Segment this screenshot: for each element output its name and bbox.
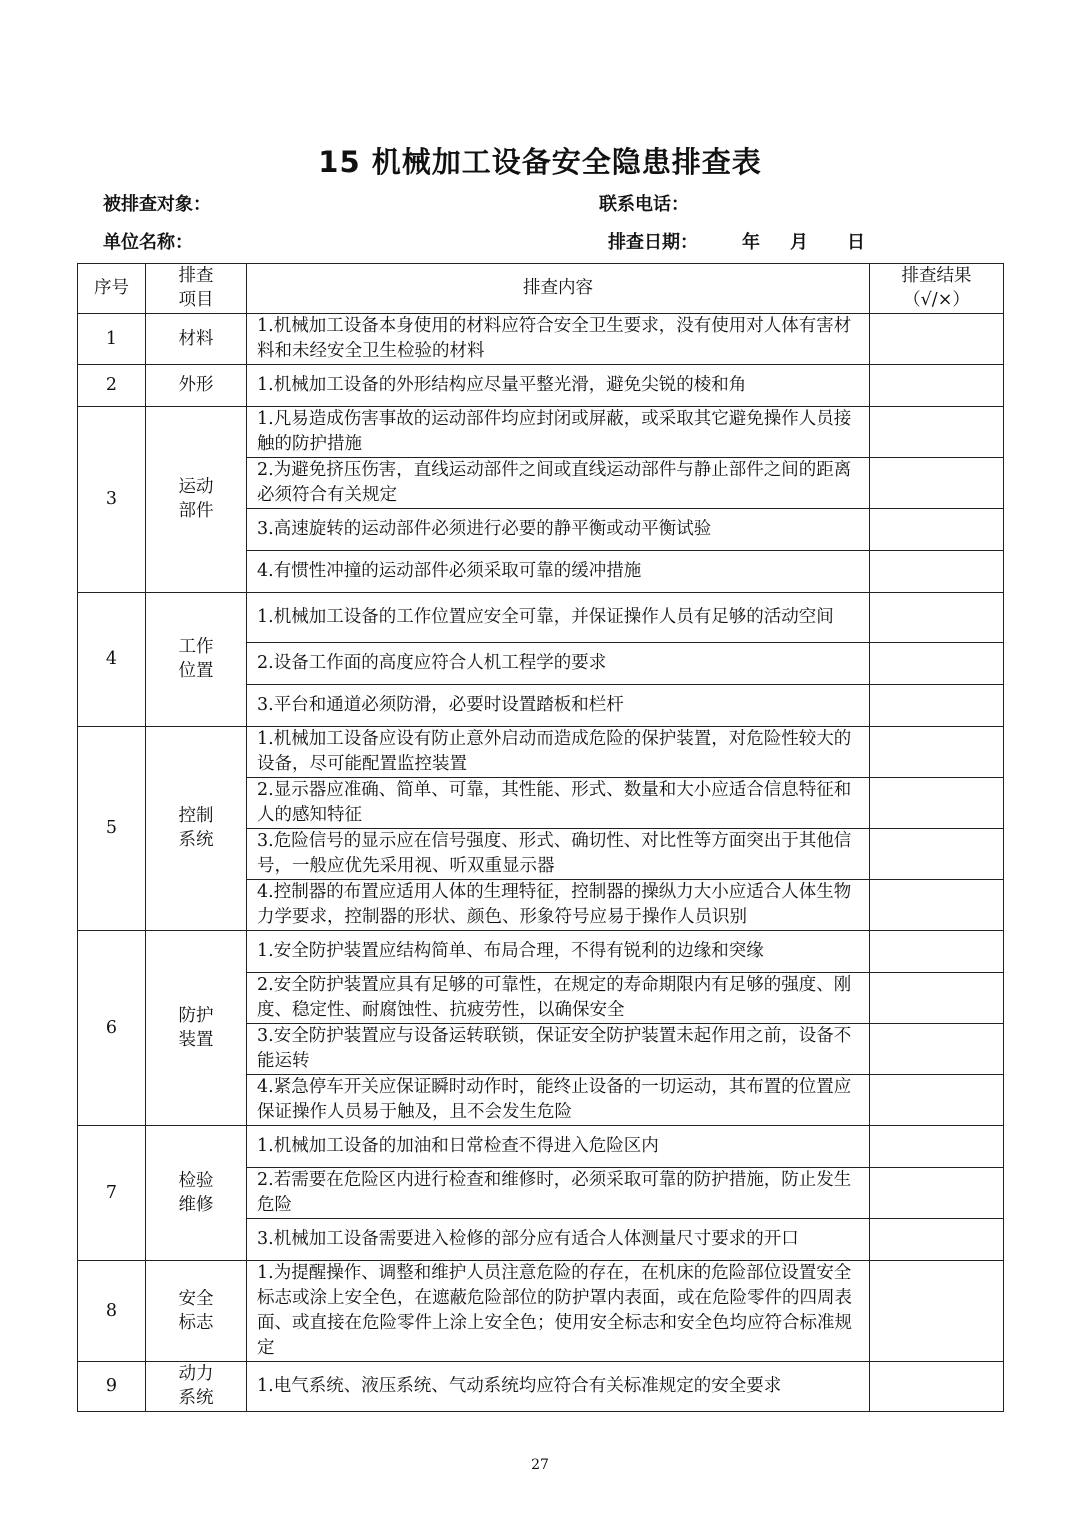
row-item	[146, 727, 247, 931]
result-cell[interactable]	[870, 727, 1004, 778]
result-cell[interactable]	[870, 685, 1004, 727]
row-number: 5	[78, 727, 146, 931]
row-content: 4.控制器的布置应适用人体的生理特征，控制器的操纵力大小应适合人体生物力学要求，控制器的形状、颜色、形象符号应易于操作人员识别	[247, 880, 870, 931]
table-row	[78, 593, 1004, 643]
row-content: 2.安全防护装置应具有足够的可靠性，在规定的寿命期限内有足够的强度、刚度、稳定性、耐腐蚀性、抗疲劳性，以确保安全	[247, 973, 870, 1024]
table-row	[78, 314, 1004, 365]
row-number: 3	[78, 407, 146, 593]
inspection-table	[77, 263, 1004, 1412]
result-cell[interactable]	[870, 778, 1004, 829]
row-content: 2.设备工作面的高度应符合人机工程学的要求	[247, 643, 870, 685]
row-item-line1: 运动	[178, 477, 214, 497]
result-cell[interactable]	[870, 931, 1004, 973]
header-item-line2: 项目	[178, 290, 214, 310]
row-item-line1: 工作	[178, 637, 214, 657]
row-content: 1.机械加工设备的工作位置应安全可靠，并保证操作人员有足够的活动空间	[247, 593, 870, 643]
row-item-line2: 部件	[178, 501, 214, 521]
result-cell[interactable]	[870, 458, 1004, 509]
row-content: 1.安全防护装置应结构简单、布局合理，不得有锐利的边缘和突缘	[247, 931, 870, 973]
result-cell[interactable]	[870, 314, 1004, 365]
row-content: 4.紧急停车开关应保证瞬时动作时，能终止设备的一切运动，其布置的位置应保证操作人员易于触及，且不会发生危险	[247, 1075, 870, 1126]
result-cell[interactable]	[870, 829, 1004, 880]
result-cell[interactable]	[870, 551, 1004, 593]
row-item-line2: 标志	[178, 1312, 214, 1333]
result-cell[interactable]	[870, 1261, 1004, 1362]
row-item-line1: 防护	[178, 1005, 214, 1026]
row-item-line2: 位置	[178, 661, 214, 681]
table-row	[78, 1362, 1004, 1412]
row-number: 7	[78, 1126, 146, 1261]
row-content: 1.机械加工设备应设有防止意外启动而造成危险的保护装置，对危险性较大的设备，尽可能配置监控装置	[247, 727, 870, 778]
row-content: 3.高速旋转的运动部件必须进行必要的静平衡或动平衡试验	[247, 509, 870, 551]
phone-label: 联系电话：	[599, 194, 689, 215]
row-item-line1: 安全	[178, 1288, 214, 1309]
row-item-line2: 系统	[178, 1388, 214, 1408]
result-cell[interactable]	[870, 880, 1004, 931]
result-cell[interactable]	[870, 365, 1004, 407]
row-content: 3.危险信号的显示应在信号强度、形式、确切性、对比性等方面突出于其他信号，一般应优先采用视、听双重显示器	[247, 829, 870, 880]
row-item-line1: 动力	[178, 1364, 214, 1384]
row-content: 1.电气系统、液压系统、气动系统均应符合有关标准规定的安全要求	[247, 1362, 870, 1412]
row-item	[146, 593, 247, 727]
header-no: 序号	[78, 264, 146, 314]
header-result-line2: （√/×）	[903, 290, 970, 310]
row-content: 2.为避免挤压伤害，直线运动部件之间或直线运动部件与静止部件之间的距离必须符合有关规定	[247, 458, 870, 509]
table-header-row	[78, 264, 1004, 314]
row-content: 2.显示器应准确、简单、可靠，其性能、形式、数量和大小应适合信息特征和人的感知特征	[247, 778, 870, 829]
header-result-line1: 排查结果	[901, 266, 972, 286]
table-row	[78, 407, 1004, 458]
row-item	[146, 407, 247, 593]
result-cell[interactable]	[870, 1126, 1004, 1168]
row-item-line2: 维修	[178, 1194, 214, 1215]
result-cell[interactable]	[870, 1219, 1004, 1261]
date-month: 月	[790, 232, 808, 253]
row-number: 9	[78, 1362, 146, 1412]
result-cell[interactable]	[870, 973, 1004, 1024]
row-number: 4	[78, 593, 146, 727]
result-cell[interactable]	[870, 407, 1004, 458]
date-day: 日	[847, 232, 865, 253]
row-number: 1	[78, 314, 146, 365]
row-content: 3.机械加工设备需要进入检修的部分应有适合人体测量尺寸要求的开口	[247, 1219, 870, 1261]
row-number: 2	[78, 365, 146, 407]
page-number: 27	[531, 1457, 549, 1473]
row-content: 1.为提醒操作、调整和维护人员注意危险的存在，在机床的危险部位设置安全标志或涂上安全色，在遮蔽危险部位的防护罩内表面，或在危险零件的四周表面、或直接在危险零件上涂上安全色；使用安全标志和安全色均应符合标准规定	[247, 1261, 870, 1362]
row-item	[146, 1261, 247, 1362]
row-content: 1.机械加工设备的加油和日常检查不得进入危险区内	[247, 1126, 870, 1168]
row-item: 外形	[146, 365, 247, 407]
date-year: 年	[742, 232, 760, 253]
row-content: 1.机械加工设备的外形结构应尽量平整光滑，避免尖锐的棱和角	[247, 365, 870, 407]
result-cell[interactable]	[870, 1168, 1004, 1219]
row-item	[146, 1362, 247, 1412]
table-row	[78, 931, 1004, 973]
row-item: 材料	[146, 314, 247, 365]
row-item-line1: 控制	[178, 806, 214, 826]
row-content: 3.平台和通道必须防滑，必要时设置踏板和栏杆	[247, 685, 870, 727]
row-content: 2.若需要在危险区内进行检查和维修时，必须采取可靠的防护措施，防止发生危险	[247, 1168, 870, 1219]
table-row	[78, 727, 1004, 778]
table-row	[78, 1261, 1004, 1362]
result-cell[interactable]	[870, 643, 1004, 685]
target-label: 被排查对象：	[103, 194, 211, 215]
document-title: 15 机械加工设备安全隐患排查表	[318, 145, 762, 179]
header-item-line1: 排查	[178, 266, 214, 286]
result-cell[interactable]	[870, 1075, 1004, 1126]
row-item-line2: 装置	[178, 1029, 214, 1050]
date-label: 排查日期：	[608, 232, 698, 253]
unit-label: 单位名称：	[103, 232, 193, 253]
result-cell[interactable]	[870, 1362, 1004, 1412]
row-content: 3.安全防护装置应与设备运转联锁，保证安全防护装置未起作用之前，设备不能运转	[247, 1024, 870, 1075]
table-row	[78, 365, 1004, 407]
result-cell[interactable]	[870, 593, 1004, 643]
result-cell[interactable]	[870, 1024, 1004, 1075]
header-item	[146, 264, 247, 314]
row-content: 1.凡易造成伤害事故的运动部件均应封闭或屏蔽，或采取其它避免操作人员接触的防护措施	[247, 407, 870, 458]
header-result	[870, 264, 1004, 314]
row-content: 1.机械加工设备本身使用的材料应符合安全卫生要求，没有使用对人体有害材料和未经安全卫生检验的材料	[247, 314, 870, 365]
row-item-line2: 系统	[178, 830, 214, 850]
header-content: 排查内容	[247, 264, 870, 314]
result-cell[interactable]	[870, 509, 1004, 551]
row-item	[146, 1126, 247, 1261]
row-item-line1: 检验	[178, 1170, 214, 1191]
row-number: 8	[78, 1261, 146, 1362]
row-number: 6	[78, 931, 146, 1126]
row-item	[146, 931, 247, 1126]
table-row	[78, 1126, 1004, 1168]
row-content: 4.有惯性冲撞的运动部件必须采取可靠的缓冲措施	[247, 551, 870, 593]
